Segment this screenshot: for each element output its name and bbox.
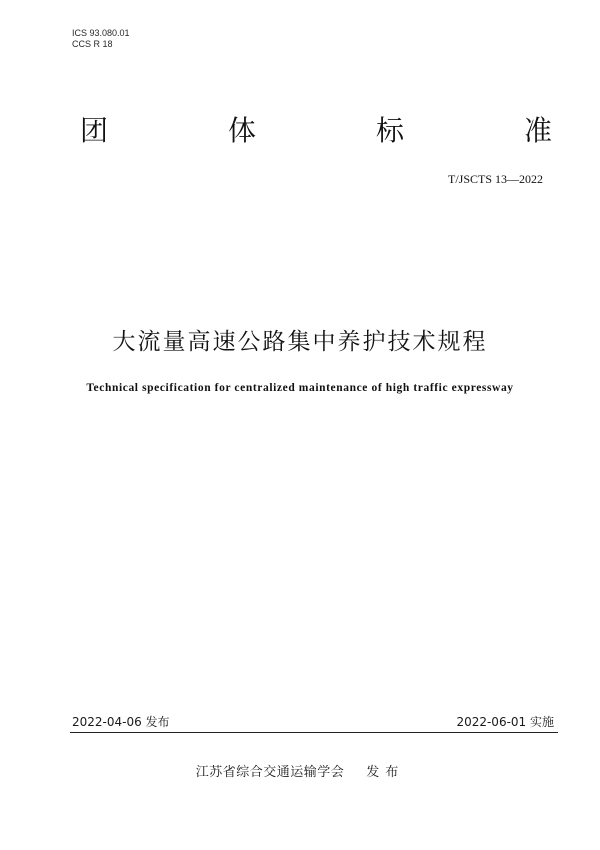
footer-divider (70, 732, 558, 733)
document-title-english: Technical specification for centralized maintenance of high traffic expressway (86, 382, 514, 394)
standard-type-heading (80, 114, 552, 148)
ics-code: ICS 93.080.01 (72, 28, 130, 38)
document-title-chinese: 大流量高速公路集中养护技术规程 (112, 329, 488, 355)
release-date: 2022-04-06 发布 (72, 715, 170, 729)
standard-type-char: 标 (375, 114, 404, 147)
issuer-organization: 江苏省综合交通运输学会 (195, 765, 345, 780)
implementation-date: 2022-06-01 实施 (456, 715, 554, 729)
ccs-code: CCS R 18 (72, 39, 113, 49)
standard-type-char: 准 (523, 114, 552, 147)
standard-type-char: 体 (227, 114, 256, 147)
issuer-line (0, 765, 600, 781)
standard-number: T/JSCTS 13—2022 (447, 172, 543, 186)
standard-type-char: 团 (80, 114, 109, 147)
classification-codes (72, 28, 130, 50)
issuer-action: 发布 (366, 765, 405, 780)
